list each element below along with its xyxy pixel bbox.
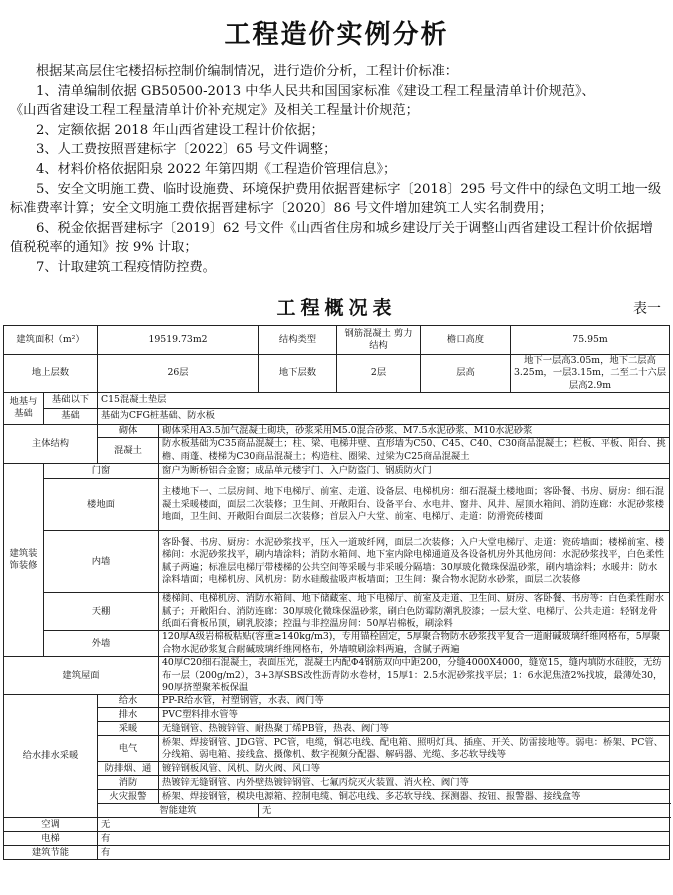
table-title: 工程概况表 <box>276 297 397 319</box>
table-row <box>4 804 670 818</box>
table-row <box>4 326 670 355</box>
row-label: 混凝土 <box>98 438 159 464</box>
table-row <box>4 531 670 593</box>
row-label: 外墙 <box>44 631 159 657</box>
floors-below-label: 地下层数 <box>259 355 337 393</box>
row-label: 基础 <box>44 408 98 424</box>
group-decoration: 建筑装饰装修 <box>4 464 44 657</box>
table-row <box>4 408 670 424</box>
eave-label: 檐口高度 <box>421 326 511 355</box>
row-label: 消防 <box>98 776 159 790</box>
row-value: 桥架、焊接钢管、JDG管、PC管，电缆，铜芯电线、配电箱、照明灯具、插座、开关、防雷接地等。弱电：桥架、PC管、分线箱、弱电箱、接线盒、摄像机、数字视频分配器、解码器、光缆、多芯软导线等 <box>159 736 670 762</box>
area-value: 19519.73m2 <box>98 326 259 355</box>
row-value: 客卧餐、书房、厨房：水泥砂浆找平，压入一道玻纤网，面层二次装修；入户大堂电梯厅、走道：瓷砖墙面；楼梯前室、楼梯间：水泥砂浆找平，刷内墙涂料；消防水箱间、地下室内除电梯通道及各设备机房外其他房间：水泥砂浆找平，白色柔性腻子两遍；标准层电梯厅带楼梯的公共空间等采暖与非采暖分隔墙：30厚玻化微珠保温砂浆，刷内墙涂料；水暖井：防水涂料墙面；电梯机房、风机房：防水硅酸盐吸声板墙面；卫生间：聚合物水泥防水砂浆，面层二次装修 <box>159 531 670 593</box>
row-label: 空调 <box>4 818 98 832</box>
height-value: 地下一层高3.05m，地下二层高3.25m，一层3.15m，二至二十六层层高2.9m <box>511 355 670 393</box>
table-row <box>4 776 670 790</box>
row-label: 砌体 <box>98 424 159 437</box>
table-row <box>4 846 670 860</box>
row-label: 排水 <box>98 708 159 722</box>
row-value: 砌体采用A3.5加气混凝土砌块，砂浆采用M5.0混合砂浆、M7.5水泥砂浆、M10水泥砂浆 <box>159 424 670 437</box>
area-label: 建筑面积（m²） <box>4 326 98 355</box>
table-row <box>4 657 670 695</box>
row-value: 有 <box>98 832 670 846</box>
row-label: 基础以下 <box>44 392 98 408</box>
table-row <box>4 593 670 631</box>
row-value: 窗户为断桥铝合金窗；成品单元楼宇门、入户防盗门、钢质防火门 <box>159 464 670 479</box>
intro-item: 《山西省建设工程工程量清单计价补充规定》及相关工程量计价规范； <box>10 103 419 119</box>
group-foundation: 地基与基础 <box>4 392 44 424</box>
row-value: 镀锌钢板风管、风机、防火阀、风口等 <box>159 762 670 776</box>
row-label: 天棚 <box>44 593 159 631</box>
row-value: 无 <box>259 804 670 818</box>
row-value: 无 <box>98 818 670 832</box>
table-row <box>4 479 670 531</box>
row-label: 采暖 <box>98 722 159 736</box>
row-label: 电气 <box>98 736 159 762</box>
intro-item: 4、材料价格依据阳泉 2022 年第四期《工程造价管理信息》； <box>36 161 397 177</box>
row-value: 桥架、焊接钢管，模块电源箱、控制电缆、铜芯电线、多芯软导线、探测器、按钮、报警器、接线盒等 <box>159 790 670 804</box>
intro-item: 2、定额依据 2018 年山西省建设工程计价依据； <box>36 122 324 138</box>
row-label: 电梯 <box>4 832 98 846</box>
height-label: 层高 <box>421 355 511 393</box>
row-value: PP-R给水管，衬塑钢管，水表、阀门等 <box>159 695 670 708</box>
struct-type-value: 钢筋混凝土 剪力结构 <box>337 326 421 355</box>
row-value: 120厚A级岩棉板粘贴(容重≥140kg/m3)，专用锚栓固定，5厚聚合物防水砂浆找平复合一道耐碱玻璃纤维网格布，5厚聚合物水泥砂浆复合耐碱玻璃纤维网格布，外墙喷刷涂料两遍，含腻子两遍 <box>159 631 670 657</box>
row-value: 有 <box>98 846 670 860</box>
table-number: 表一 <box>633 301 661 317</box>
row-label: 建筑节能 <box>4 846 98 860</box>
row-value: C15混凝土垫层 <box>98 392 670 408</box>
row-label: 智能建筑 <box>98 804 259 818</box>
table-row <box>4 818 670 832</box>
intro-item: 1、清单编制依据 GB50500-2013 中华人民共和国国家标准《建设工程工程量清单计价规范》、 <box>36 83 595 99</box>
floors-below-value: 2层 <box>337 355 421 393</box>
row-label: 楼地面 <box>44 479 159 531</box>
group-structure: 主体结构 <box>4 424 98 463</box>
floors-above-label: 地上层数 <box>4 355 98 393</box>
table-row <box>4 832 670 846</box>
row-value: 防水板基础为C35商品混凝土；柱、梁、电梯井壁、直形墙为C50、C45、C40、C30商品混凝土；栏板、平板、阳台、挑檐、雨蓬、楼梯为C30商品混凝土；构造柱、圈梁、过梁为C25商品混凝土 <box>159 438 670 464</box>
table-row <box>4 464 670 479</box>
table-row <box>4 736 670 762</box>
table-row <box>4 392 670 408</box>
struct-type-label: 结构类型 <box>259 326 337 355</box>
table-row <box>4 790 670 804</box>
row-label: 火灾报警 <box>98 790 159 804</box>
table-row <box>4 722 670 736</box>
row-value: 40厚C20细石混凝土，表面压光，混凝土内配Φ4钢筋双向中距200，分缝4000X4000，缝宽15，缝内填防水硅胶，无纺布一层（200g/m2），3+3厚SBS改性沥青防水卷材，15厚1：2.5水泥砂浆找平层；1：6水泥焦渣2%找坡，最薄处30，90厚挤塑聚苯板保温 <box>159 657 670 695</box>
overview-table <box>3 325 670 860</box>
intro-lead: 根据某高层住宅楼招标控制价编制情况，进行造价分析，工程计价标准： <box>36 64 458 79</box>
intro-item: 5、安全文明施工费、临时设施费、环境保护费用依据晋建标字〔2018〕295 号文件中的绿色文明工地一级标准费率计算；安全文明施工费依据晋建标字〔2020〕86 号文件增加建筑工人实名制费用； <box>10 181 662 217</box>
table-row <box>4 762 670 776</box>
table-row <box>4 424 670 437</box>
page-title: 工程造价实例分析 <box>224 20 449 50</box>
group-mep: 给水排水采暖 <box>4 695 98 818</box>
eave-value: 75.95m <box>511 326 670 355</box>
table-row <box>4 631 670 657</box>
table-row <box>4 695 670 708</box>
row-label: 门窗 <box>44 464 159 479</box>
intro-text <box>10 62 662 278</box>
table-row <box>4 708 670 722</box>
intro-item: 3、人工费按照晋建标字〔2022〕65 号文件调整； <box>36 142 337 158</box>
row-value: 楼梯间、电梯机房、消防水箱间、地下储藏室、地下电梯厅、前室及走道、卫生间、厨房、客卧餐、书房等：白色柔性耐水腻子；开敞阳台、消防连廊：30厚玻化微珠保温砂浆，刷白色防霉防潮乳胶漆；一层大堂、电梯厅、公共走道：轻钢龙骨纸面石膏板吊顶，刷乳胶漆；控温与非控温房间：50厚岩棉板，刷涂料 <box>159 593 670 631</box>
intro-item: 7、计取建筑工程疫情防控费。 <box>36 259 216 275</box>
row-label: 内墙 <box>44 531 159 593</box>
table-row <box>4 355 670 393</box>
group-roof: 建筑屋面 <box>4 657 159 695</box>
floors-above-value: 26层 <box>98 355 259 393</box>
row-label: 防排烟、通 <box>98 762 159 776</box>
row-value: 热镀锌无缝钢管、内外壁热镀锌钢管、七氟丙烷灭火装置、消火栓、阀门等 <box>159 776 670 790</box>
intro-item: 6、税金依据晋建标字〔2019〕62 号文件《山西省住房和城乡建设厅关于调整山西省建设工程计价依据增值税税率的通知》按 9% 计取； <box>10 220 653 256</box>
row-value: 主楼地下一、二层房间、地下电梯厅、前室、走道、设备层、电梯机房：细石混凝土楼地面；客卧餐、书房、厨房：细石混凝土采暖楼面，面层二次装修；卫生间、开敞阳台、设备平台、水电井、窗井、风井、屋顶水箱间、消防连廊：水泥砂浆楼地面，卫生间、开敞阳台面层二次装修；首层入户大堂、前室、电梯厅、走道：防滑瓷砖楼面 <box>159 479 670 531</box>
row-value: PVC塑料排水管等 <box>159 708 670 722</box>
table-row <box>4 438 670 464</box>
row-value: 无缝钢管、热镀锌管、耐热聚丁烯PB管，热表、阀门等 <box>159 722 670 736</box>
row-value: 基础为CFG桩基础、防水板 <box>98 408 670 424</box>
row-label: 给水 <box>98 695 159 708</box>
